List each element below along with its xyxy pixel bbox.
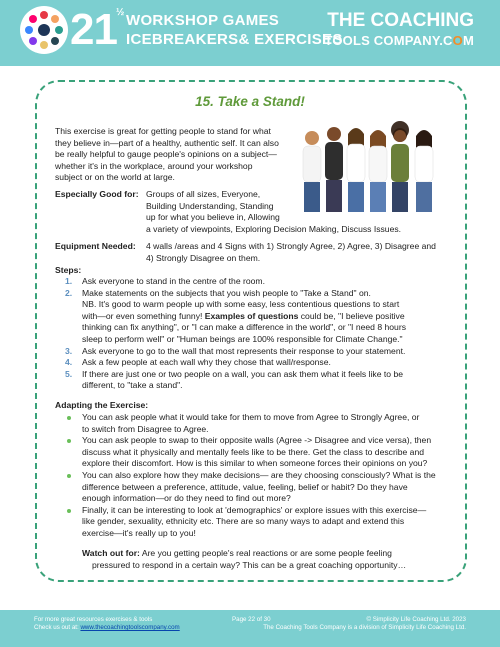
header-line1: WORKSHOP GAMES: [126, 12, 280, 29]
header-number: 21: [70, 5, 117, 54]
intro-line: subject or on the world at large.: [55, 172, 175, 183]
brand-orange-o: O: [452, 33, 463, 48]
step-item: 3. Ask everyone to go to the wall that most represents their response to your statement.: [65, 345, 406, 356]
adapting-heading: Adapting the Exercise:: [55, 400, 149, 410]
adapting-item: You can ask people to swap to their opposite walls (Agree -> Disagree and vice versa), then discuss what it physically and mentally feels like to be there. Get the class to describe and explore their discomfort. How is this similar to when someone forces their opinions on you?: [65, 435, 460, 470]
adapting-item: You can ask people what it would take for them to move from Agree to Strongly Agree, or to switch from Disagree to Agree.: [65, 412, 460, 435]
adapting-item: Finally, it can be interesting to look at 'demographics' or explore issues with this exercise— like gender, sexuality, ethnicity etc. There are so many ways to adapt and extend this exercise—it's really up to you!: [65, 505, 460, 540]
adapting-item: You can also explore how they make decisions— are they choosing consciously? What is the difference between a preference, attitude, value, feeling, belief or habit? Do they have enough information—or do they need to find out more?: [65, 470, 460, 505]
intro-line: whether it's in the workplace, around your workshop: [55, 160, 253, 171]
step-item: 5. If there are just one or two people on a wall, you can ask them what it feels like to be different, to "take a stand".: [65, 368, 404, 391]
header-fraction: ½: [116, 7, 125, 18]
brand-line2: TOOLS COMPANY.COM: [324, 33, 474, 48]
header-line2: ICEBREAKERS& EXERCISES: [126, 31, 343, 48]
brand-line1: THE COACHING: [327, 10, 474, 31]
intro-line: be really helpful to gauge people's opinions on a subject—: [55, 149, 277, 160]
intro-line: they believe in—part of a healthy, authentic self. It can also: [55, 137, 279, 148]
watch-out-note: Watch out for: Are you getting people's real reactions or are some people feeling pressured to respond in a certain way? This can be a great coaching opportunity…: [82, 548, 407, 570]
step-item: 2. Make statements on the subjects that you wish people to "Take a Stand" on. NB. It's good to warm people up with some easy, less contentious questions to start with—or even something funny! Examples of questions could be, "I believe positive thinking can fix anything", or "I can make a difference in the world", or "I need 8 hours sleep to perform well" or "Human beings are 100% responsible for Climate Change.": [65, 288, 460, 346]
intro-paragraph: [55, 126, 300, 184]
website-link[interactable]: www.thecoachingtoolscompany.com: [80, 624, 180, 631]
step-item: 4. Ask a few people at each wall why they chose that wall/response.: [65, 357, 331, 368]
step-2-note: NB. It's good to warm people up with some easy, less contentious questions to start: [82, 299, 400, 310]
steps-heading: Steps:: [55, 265, 82, 275]
bullet-icon: [67, 439, 71, 443]
footer-company: The Coaching Tools Company is a division of Simplicity Life Coaching Ltd.: [263, 624, 466, 631]
footer-bar: [0, 610, 500, 647]
adapting-list: [65, 412, 460, 540]
step-item: 1. Ask everyone to stand in the centre of the room.: [65, 276, 265, 286]
bullet-icon: [67, 509, 71, 513]
bullet-icon: [67, 416, 71, 420]
steps-list: [65, 276, 460, 392]
footer-copyright: © Simplicity Life Coaching Ltd. 2023: [366, 616, 466, 623]
good-for-text: Groups of all sizes, Everyone, Building Understanding, Standing up for what you believe in, Allowing a variety of viewpoints, Exploring Decision Making, Discuss Issues.: [146, 189, 402, 234]
equipment-label: Equipment Needed:: [55, 241, 136, 251]
page-number: Page 22 of 30: [232, 616, 271, 623]
footer-checkout: Check us out at: www.thecoachingtoolscompany.com: [34, 624, 180, 631]
footer-resources-text: For more great resources exercises & tools: [34, 616, 153, 623]
page-title: 15. Take a Stand!: [195, 94, 305, 109]
bullet-icon: [67, 474, 71, 478]
good-for-label: Especially Good for:: [55, 189, 139, 199]
header-banner: [0, 0, 500, 66]
people-circle-logo-icon: [20, 6, 68, 54]
intro-line: This exercise is great for getting people to stand for what: [55, 126, 271, 136]
equipment-text: 4 walls /areas and 4 Signs with 1) Strongly Agree, 2) Agree, 3) Disagree and 4) Strongly Disagree on them.: [146, 241, 436, 263]
